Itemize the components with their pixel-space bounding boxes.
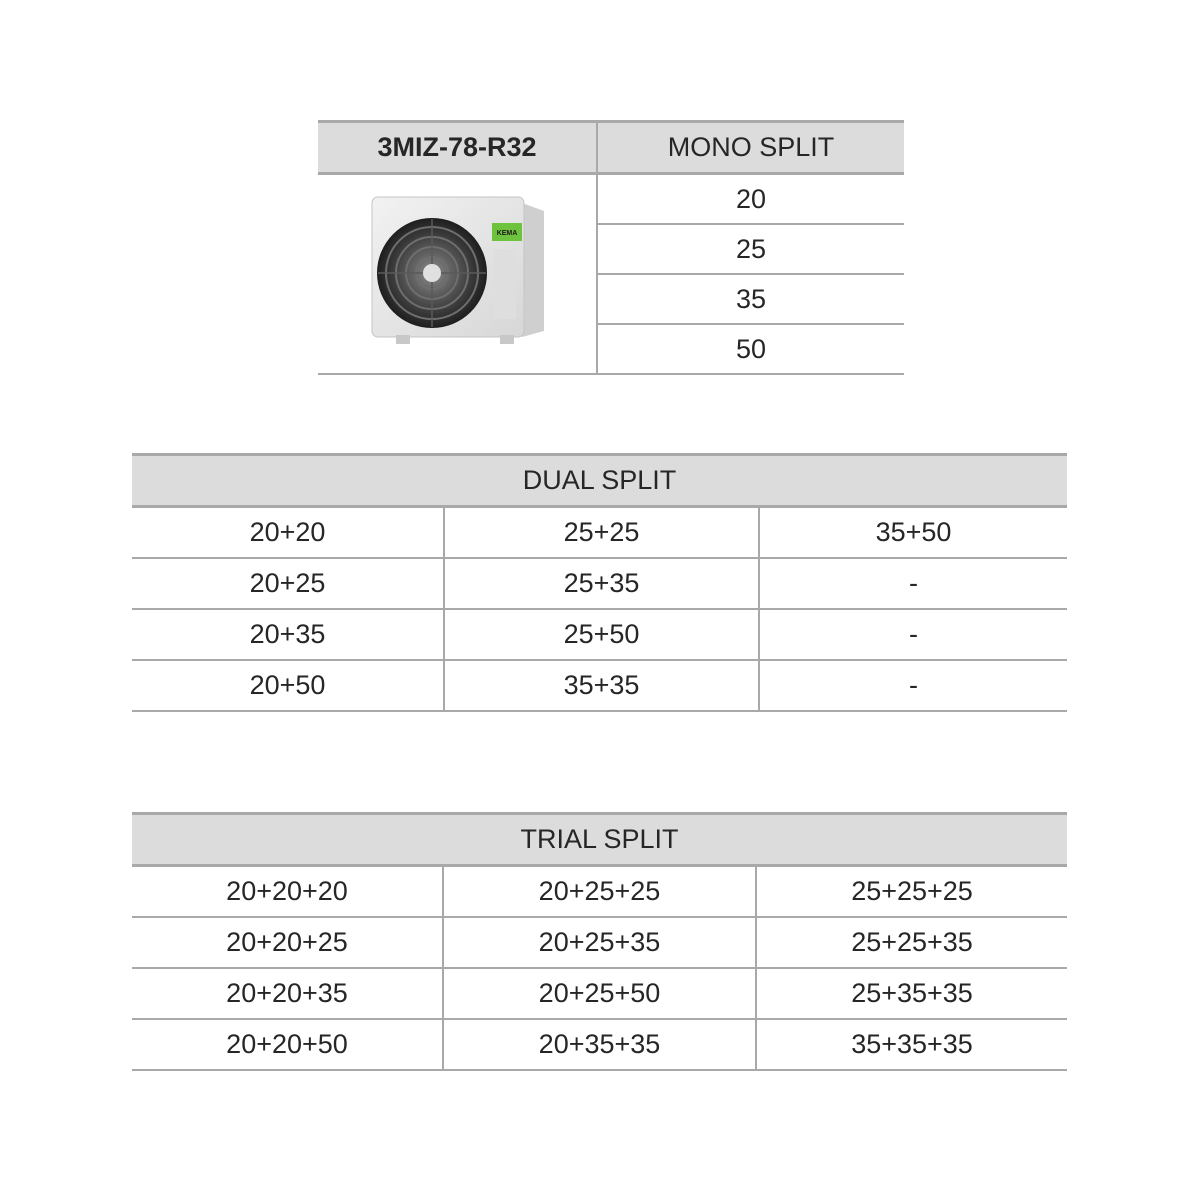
table-row	[132, 660, 1067, 711]
table-cell: 20+20+50	[132, 1019, 443, 1070]
table-cell: 25+35+35	[756, 968, 1067, 1019]
table-cell: 20+20	[132, 507, 444, 559]
dual-split-table	[132, 453, 1067, 712]
table-row	[132, 866, 1067, 918]
table-cell: 25+25	[444, 507, 759, 559]
table-cell: 20+25+35	[443, 917, 756, 968]
model-name: 3MIZ-78-R32	[318, 122, 597, 174]
table-cell: -	[759, 660, 1067, 711]
table-row	[132, 968, 1067, 1019]
table-cell: 35+35	[444, 660, 759, 711]
outdoor-unit-image	[362, 189, 552, 359]
table-cell: 20+25+25	[443, 866, 756, 918]
table-cell: -	[759, 609, 1067, 660]
table-cell: 20+35+35	[443, 1019, 756, 1070]
table-cell: 20+20+25	[132, 917, 443, 968]
table-row	[132, 558, 1067, 609]
table-cell: 35+50	[759, 507, 1067, 559]
table-row	[132, 507, 1067, 559]
mono-value: 35	[597, 274, 904, 324]
mono-split-header: MONO SPLIT	[597, 122, 904, 174]
table-cell: -	[759, 558, 1067, 609]
table-cell: 20+25+50	[443, 968, 756, 1019]
mono-value: 25	[597, 224, 904, 274]
table-cell: 20+20+20	[132, 866, 443, 918]
table-cell: 25+25+25	[756, 866, 1067, 918]
table-row	[132, 609, 1067, 660]
table-row	[318, 174, 904, 225]
table-row	[132, 1019, 1067, 1070]
trial-split-table	[132, 812, 1067, 1071]
table-cell: 20+35	[132, 609, 444, 660]
table-cell: 25+35	[444, 558, 759, 609]
table-cell: 25+25+35	[756, 917, 1067, 968]
trial-split-header: TRIAL SPLIT	[132, 814, 1067, 866]
dual-split-header: DUAL SPLIT	[132, 455, 1067, 507]
mono-split-table	[318, 120, 904, 375]
mono-header-row	[318, 122, 904, 174]
table-cell: 35+35+35	[756, 1019, 1067, 1070]
table-cell: 20+20+35	[132, 968, 443, 1019]
svg-text:KEMA: KEMA	[496, 230, 518, 237]
mono-value: 20	[597, 174, 904, 225]
dual-header-row	[132, 455, 1067, 507]
outdoor-unit-image-cell	[318, 174, 597, 375]
table-cell: 20+25	[132, 558, 444, 609]
table-cell: 25+50	[444, 609, 759, 660]
table-cell: 20+50	[132, 660, 444, 711]
table-row	[132, 917, 1067, 968]
trial-header-row	[132, 814, 1067, 866]
mono-value: 50	[597, 324, 904, 374]
